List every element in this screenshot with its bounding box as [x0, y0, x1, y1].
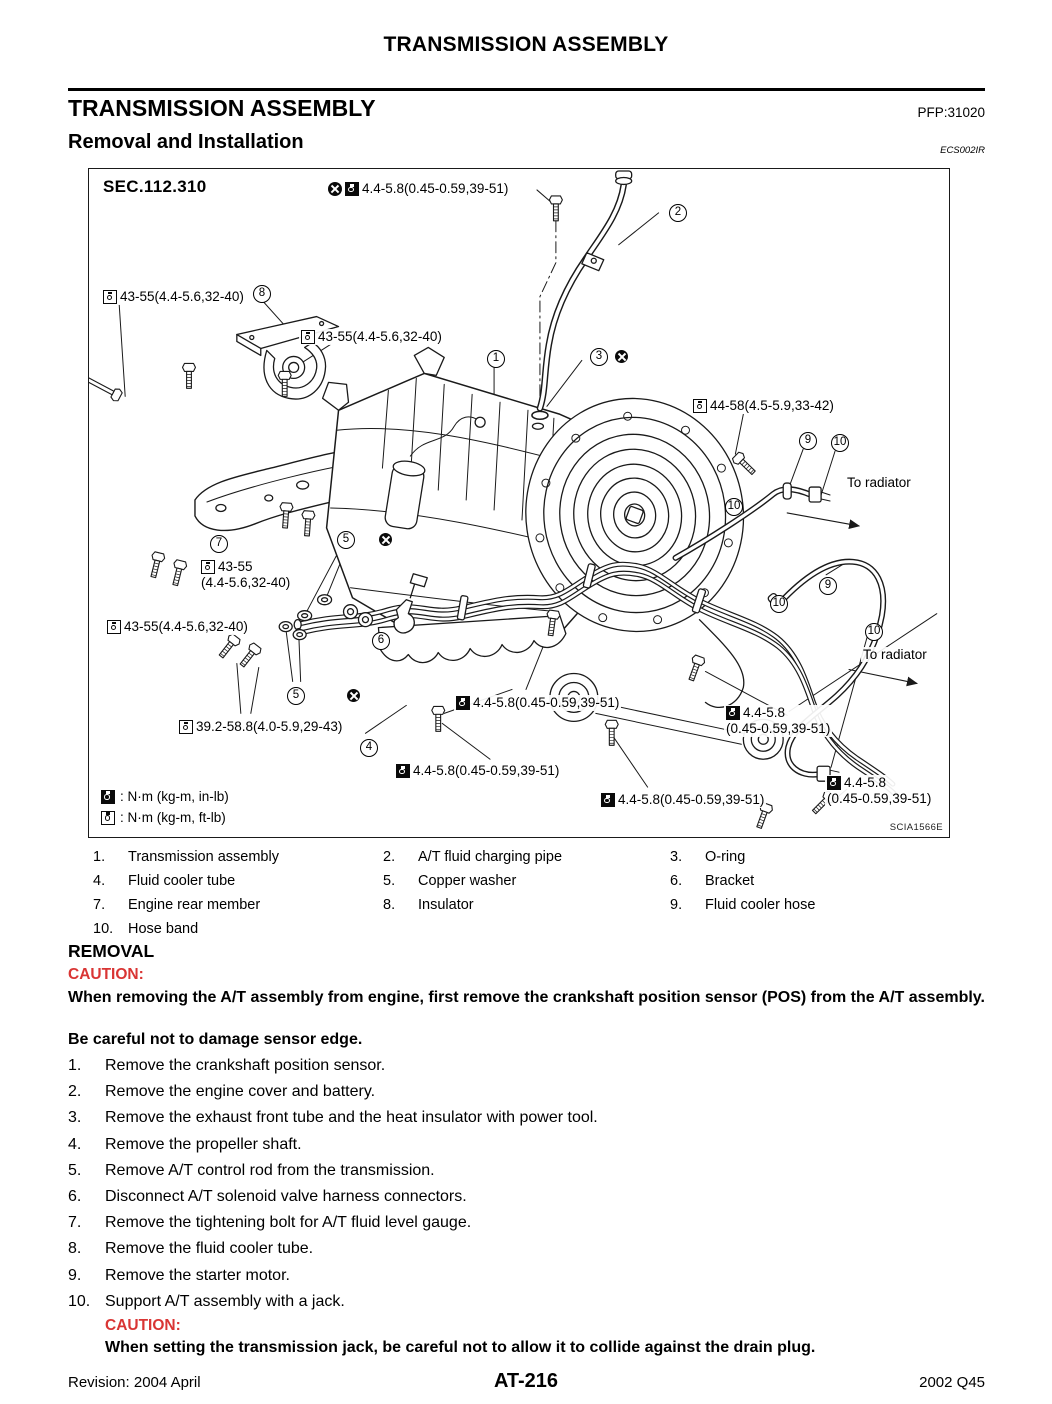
callout-3: 3: [590, 348, 608, 366]
step-item: 4. Remove the propeller shaft.: [68, 1135, 302, 1153]
part-item: 7. Engine rear member: [93, 897, 261, 913]
header-rule: [68, 88, 985, 91]
callout-8: 8: [253, 285, 271, 303]
callout-10: 10: [725, 498, 743, 516]
replace-icon: [328, 182, 342, 196]
part-item: 3. O-ring: [670, 849, 746, 865]
removal-steps: [68, 1057, 988, 1319]
torque-label: 4.4-5.8(0.45-0.59,39-51): [394, 763, 561, 779]
figure-id: SCIA1566E: [889, 822, 943, 833]
part-item: 6. Bracket: [670, 873, 755, 889]
exploded-view-figure: [88, 168, 950, 838]
revision-note: Revision: 2004 April: [68, 1374, 201, 1391]
torque-label: 43-55(4.4-5.6,32-40): [299, 329, 444, 345]
callout-5: 5: [287, 687, 305, 705]
torque-in-lb-icon: [345, 182, 359, 196]
figure-section-ref: SEC.112.310: [103, 177, 207, 196]
callout-10: 10: [865, 623, 883, 641]
torque-label: 44-58(4.5-5.9,33-42): [691, 398, 836, 414]
pfp-code: PFP:31020: [917, 105, 985, 120]
torque-ft-lb-icon: [301, 330, 315, 344]
torque-label: 4.4-5.8 (0.45-0.59,39-51): [827, 775, 932, 806]
callout-10: 10: [770, 595, 788, 613]
callout-5: 5: [337, 531, 355, 549]
to-radiator-label: To radiator: [863, 647, 927, 662]
torque-ft-lb-icon: [201, 560, 215, 574]
to-radiator-label: To radiator: [847, 475, 911, 490]
torque-ft-lb-icon: [693, 399, 707, 413]
torque-label: 43-55(4.4-5.6,32-40): [101, 289, 246, 305]
running-header: TRANSMISSION ASSEMBLY: [383, 33, 669, 56]
torque-in-lb-icon: [101, 790, 115, 804]
step-item: 6. Disconnect A/T solenoid valve harness connectors.: [68, 1187, 467, 1205]
torque-in-lb-icon: [726, 706, 740, 720]
step-item: 3. Remove the exhaust front tube and the heat insulator with power tool.: [68, 1109, 598, 1127]
part-item: 9. Fluid cooler hose: [670, 897, 816, 913]
callout-4: 4: [360, 739, 378, 757]
torque-label: 4.4-5.8(0.45-0.59,39-51): [454, 695, 621, 711]
caution-text: When setting the transmission jack, be careful not to allow it to collide against the drain plug.: [105, 1339, 816, 1356]
subsection-title: Removal and Installation: [68, 131, 304, 153]
doc-code: ECS002IR: [940, 145, 985, 156]
step-item: 2. Remove the engine cover and battery.: [68, 1083, 376, 1101]
callout-7: 7: [210, 535, 228, 553]
part-item: 1. Transmission assembly: [93, 849, 279, 865]
caution-text: Be careful not to damage sensor edge.: [68, 1031, 363, 1048]
torque-in-lb-icon: [601, 793, 615, 807]
legend-row: : N·m (kg-m, in-lb): [101, 786, 229, 807]
removal-heading: REMOVAL: [68, 941, 155, 961]
callout-10: 10: [831, 434, 849, 452]
torque-in-lb-icon: [827, 776, 841, 790]
part-item: 10. Hose band: [93, 921, 199, 937]
torque-label: 4.4-5.8(0.45-0.59,39-51): [326, 181, 510, 197]
page-number: AT-216: [493, 1370, 559, 1392]
caution-label: CAUTION:: [105, 1317, 181, 1334]
callout-2: 2: [669, 204, 687, 222]
torque-label: 4.4-5.8 (0.45-0.59,39-51): [726, 705, 831, 736]
callout-1: 1: [487, 350, 505, 368]
replace-icon: [615, 350, 628, 363]
part-item: 2. A/T fluid charging pipe: [383, 849, 563, 865]
torque-label: 39.2-58.8(4.0-5.9,29-43): [177, 719, 344, 735]
callout-9: 9: [799, 432, 817, 450]
model-label: 2002 Q45: [919, 1374, 985, 1391]
part-item: 8. Insulator: [383, 897, 474, 913]
legend-row: : N·m (kg-m, ft-lb): [101, 807, 229, 828]
step-item: 8. Remove the fluid cooler tube.: [68, 1240, 314, 1258]
torque-label: 43-55(4.4-5.6,32-40): [105, 619, 250, 635]
step-item: 7. Remove the tightening bolt for A/T fluid level gauge.: [68, 1214, 472, 1232]
step-item: 1. Remove the crankshaft position sensor.: [68, 1057, 386, 1074]
torque-in-lb-icon: [456, 696, 470, 710]
torque-legend: [101, 786, 229, 828]
torque-ft-lb-icon: [179, 720, 193, 734]
replace-icon: [347, 689, 360, 702]
torque-label: 4.4-5.8(0.45-0.59,39-51): [599, 792, 766, 808]
torque-label: 43-55 (4.4-5.6,32-40): [201, 559, 291, 590]
torque-ft-lb-icon: [107, 620, 121, 634]
page-title: TRANSMISSION ASSEMBLY: [68, 95, 376, 121]
parts-list: [93, 845, 973, 941]
callout-9: 9: [819, 577, 837, 595]
torque-ft-lb-icon: [103, 290, 117, 304]
caution-text: When removing the A/T assembly from engine, first remove the crankshaft position sensor (POS) from the A/T assembly.: [68, 989, 985, 1006]
part-item: 4. Fluid cooler tube: [93, 873, 236, 889]
step-item: 10. Support A/T assembly with a jack.: [68, 1292, 345, 1310]
callout-6: 6: [372, 632, 390, 650]
torque-in-lb-icon: [396, 764, 410, 778]
step-item: 5. Remove A/T control rod from the transmission.: [68, 1161, 435, 1179]
part-item: 5. Copper washer: [383, 873, 517, 889]
step-item: 9. Remove the starter motor.: [68, 1266, 290, 1284]
torque-ft-lb-icon: [101, 811, 115, 825]
caution-label: CAUTION:: [68, 966, 144, 983]
